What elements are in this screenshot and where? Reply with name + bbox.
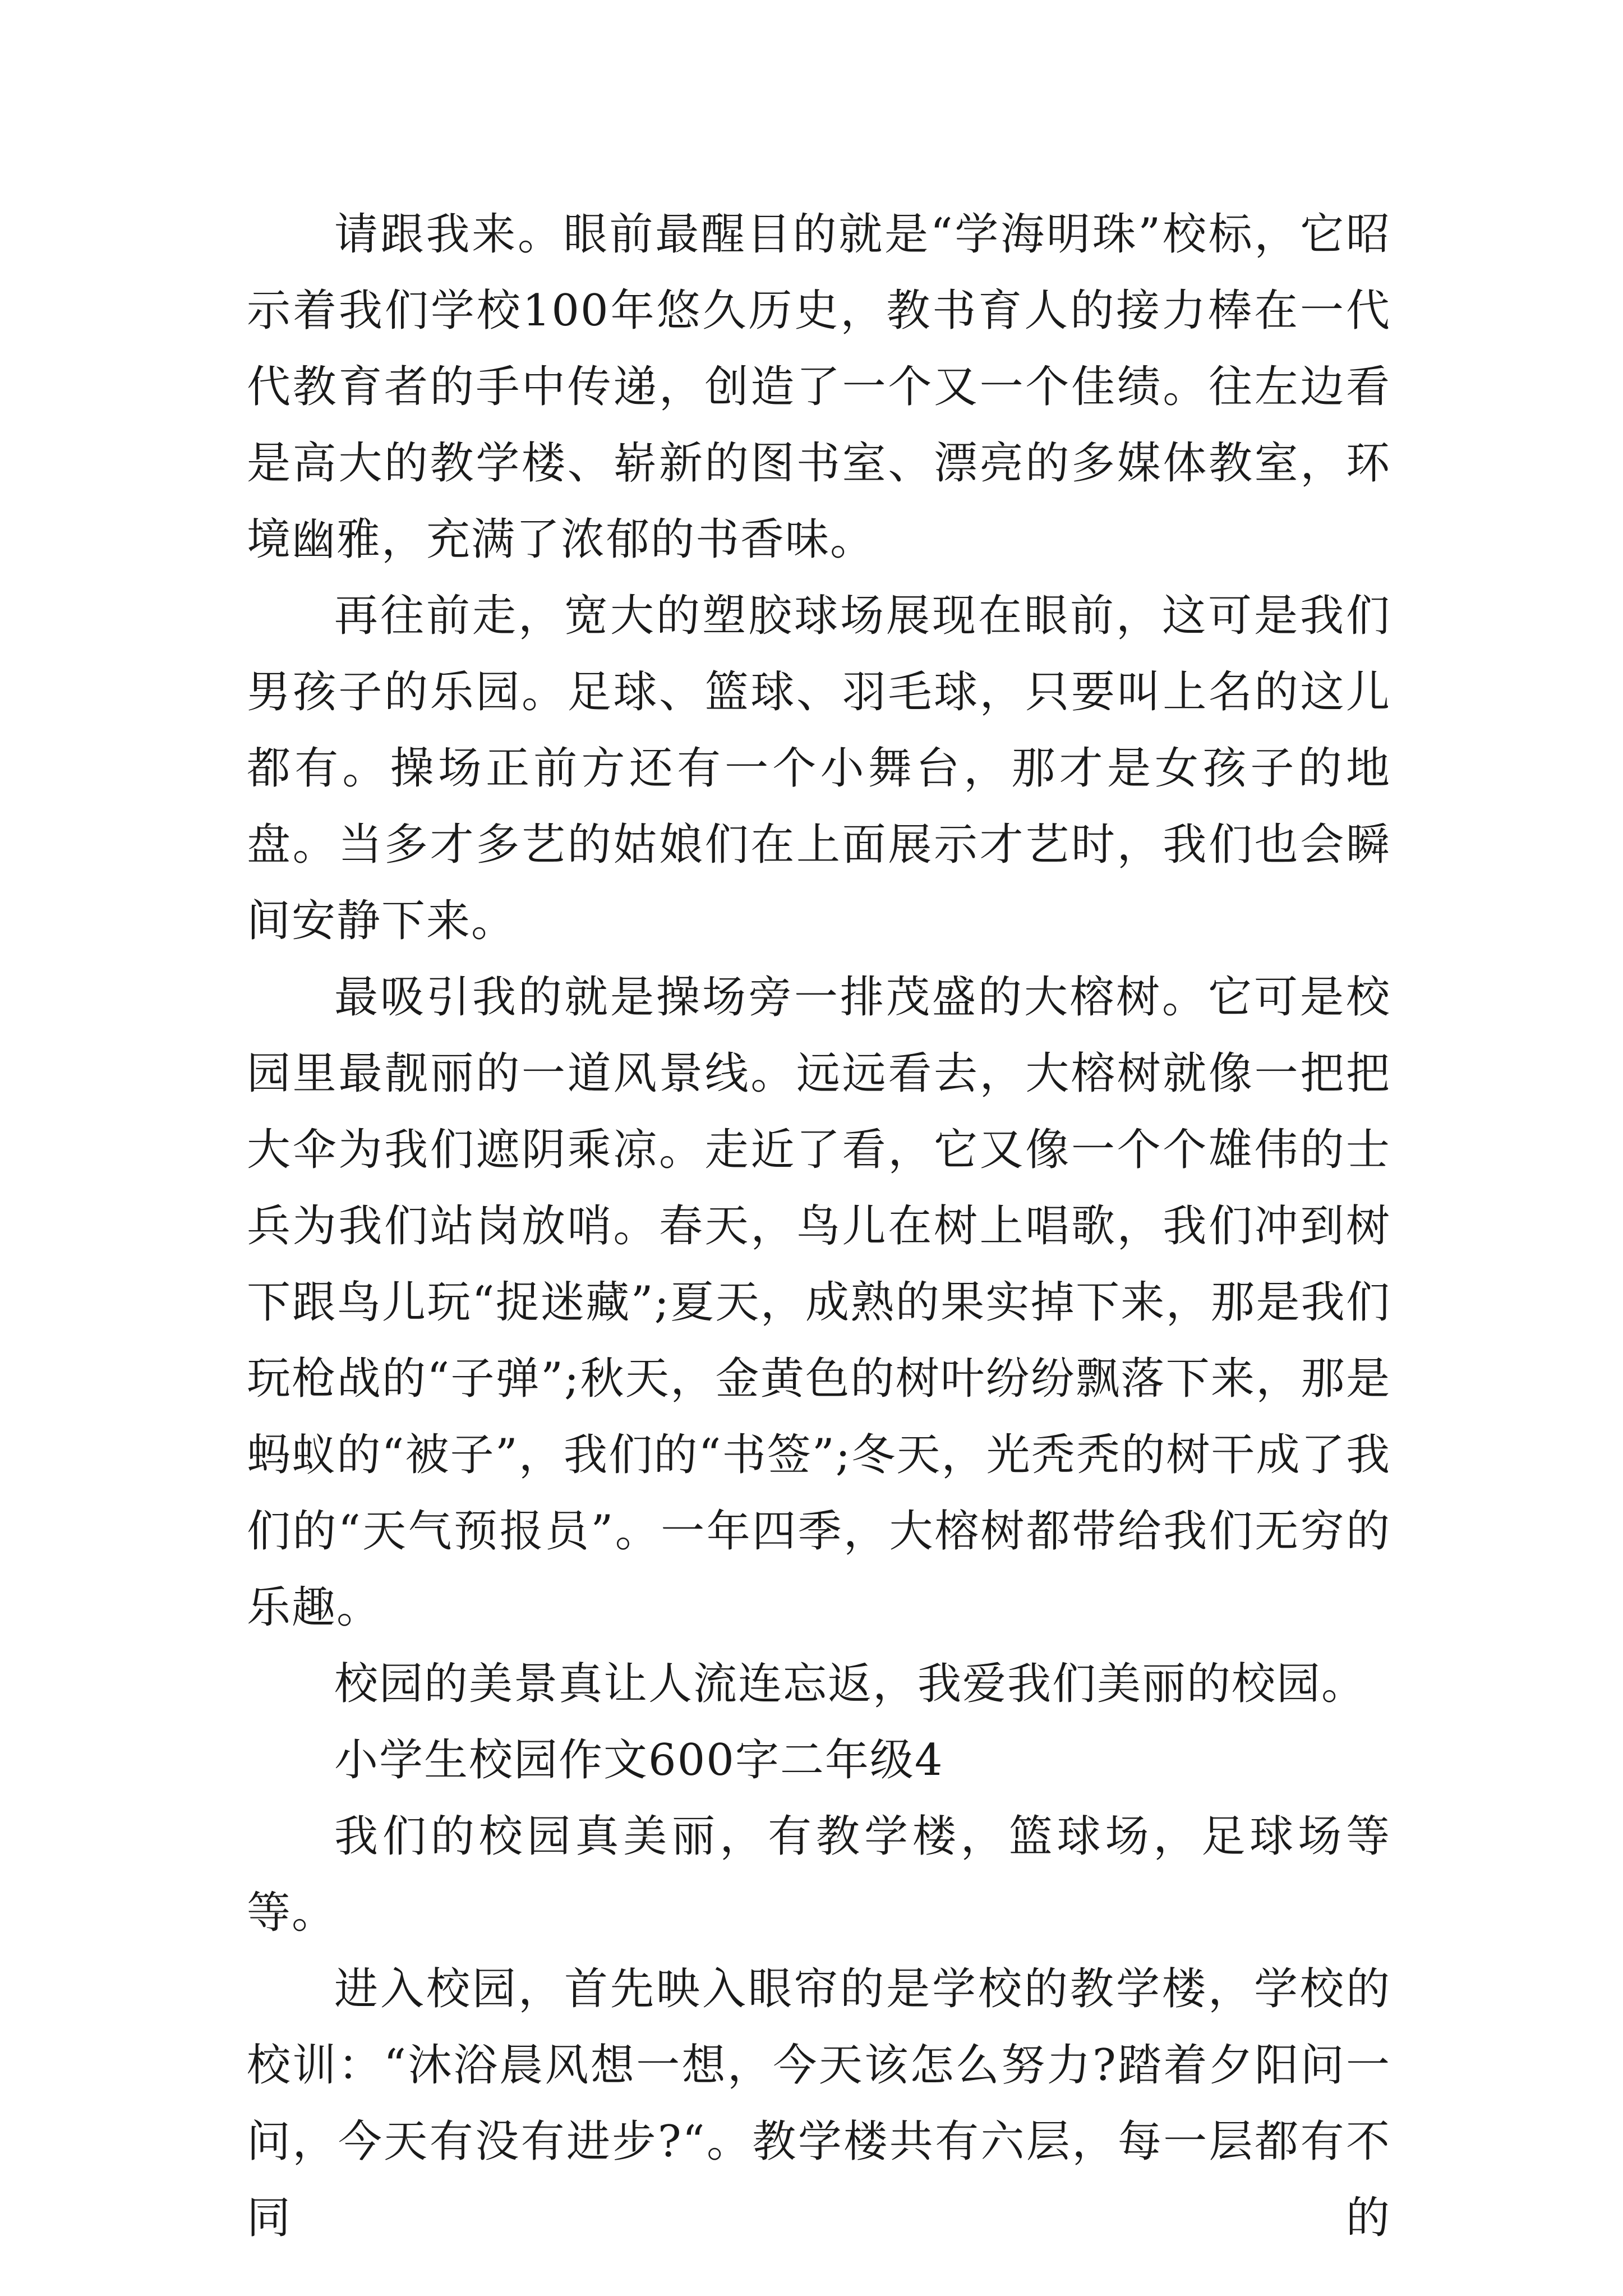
paragraph-teaching-building: 进入校园，首先映入眼帘的是学校的教学楼，学校的校训：“沐浴晨风想一想，今天该怎么努力?踏着夕阳问一问，今天有没有进步?“。教学楼共有六层，每一层都有不同的 xyxy=(247,1964,1391,2243)
paragraph-campus-entrance: 请跟我来。眼前最醒目的就是“学海明珠”校标，它昭示着我们学校100年悠久历史，教书育人的接力棒在一代代教育者的手中传递，创造了一个又一个佳绩。往左边看是高大的教学楼、崭新的图书室、漂亮的多媒体教室，环境幽雅，充满了浓郁的书香味。 xyxy=(247,209,1391,565)
document-page xyxy=(247,196,1391,2256)
section-title: 小学生校园作文600字二年级4 xyxy=(334,1735,944,1786)
paragraph-conclusion: 校园的美景真让人流连忘返，我爱我们美丽的校园。 xyxy=(334,1659,1367,1709)
paragraph-playground: 再往前走，宽大的塑胶球场展现在眼前，这可是我们男孩子的乐园。足球、篮球、羽毛球，只要叫上名的这儿都有。操场正前方还有一个小舞台，那才是女孩子的地盘。当多才多艺的姑娘们在上面展示才艺时，我们也会瞬间安静下来。 xyxy=(247,591,1391,946)
paragraph-intro-2: 我们的校园真美丽，有教学楼，篮球场，足球场等等。 xyxy=(247,1811,1391,1938)
paragraph-banyan-trees: 最吸引我的就是操场旁一排茂盛的大榕树。它可是校园里最靓丽的一道风景线。远远看去，大榕树就像一把把大伞为我们遮阴乘凉。走近了看，它又像一个个雄伟的士兵为我们站岗放哨。春天，鸟儿在树上唱歌，我们冲到树下跟鸟儿玩“捉迷藏”;夏天，成熟的果实掉下来，那是我们玩枪战的“子弹”;秋天，金黄色的树叶纷纷飘落下来，那是蚂蚁的“被子”，我们的“书签”;冬天，光秃秃的树干成了我们的“天气预报员”。一年四季，大榕树都带给我们无穷的乐趣。 xyxy=(247,972,1391,1633)
